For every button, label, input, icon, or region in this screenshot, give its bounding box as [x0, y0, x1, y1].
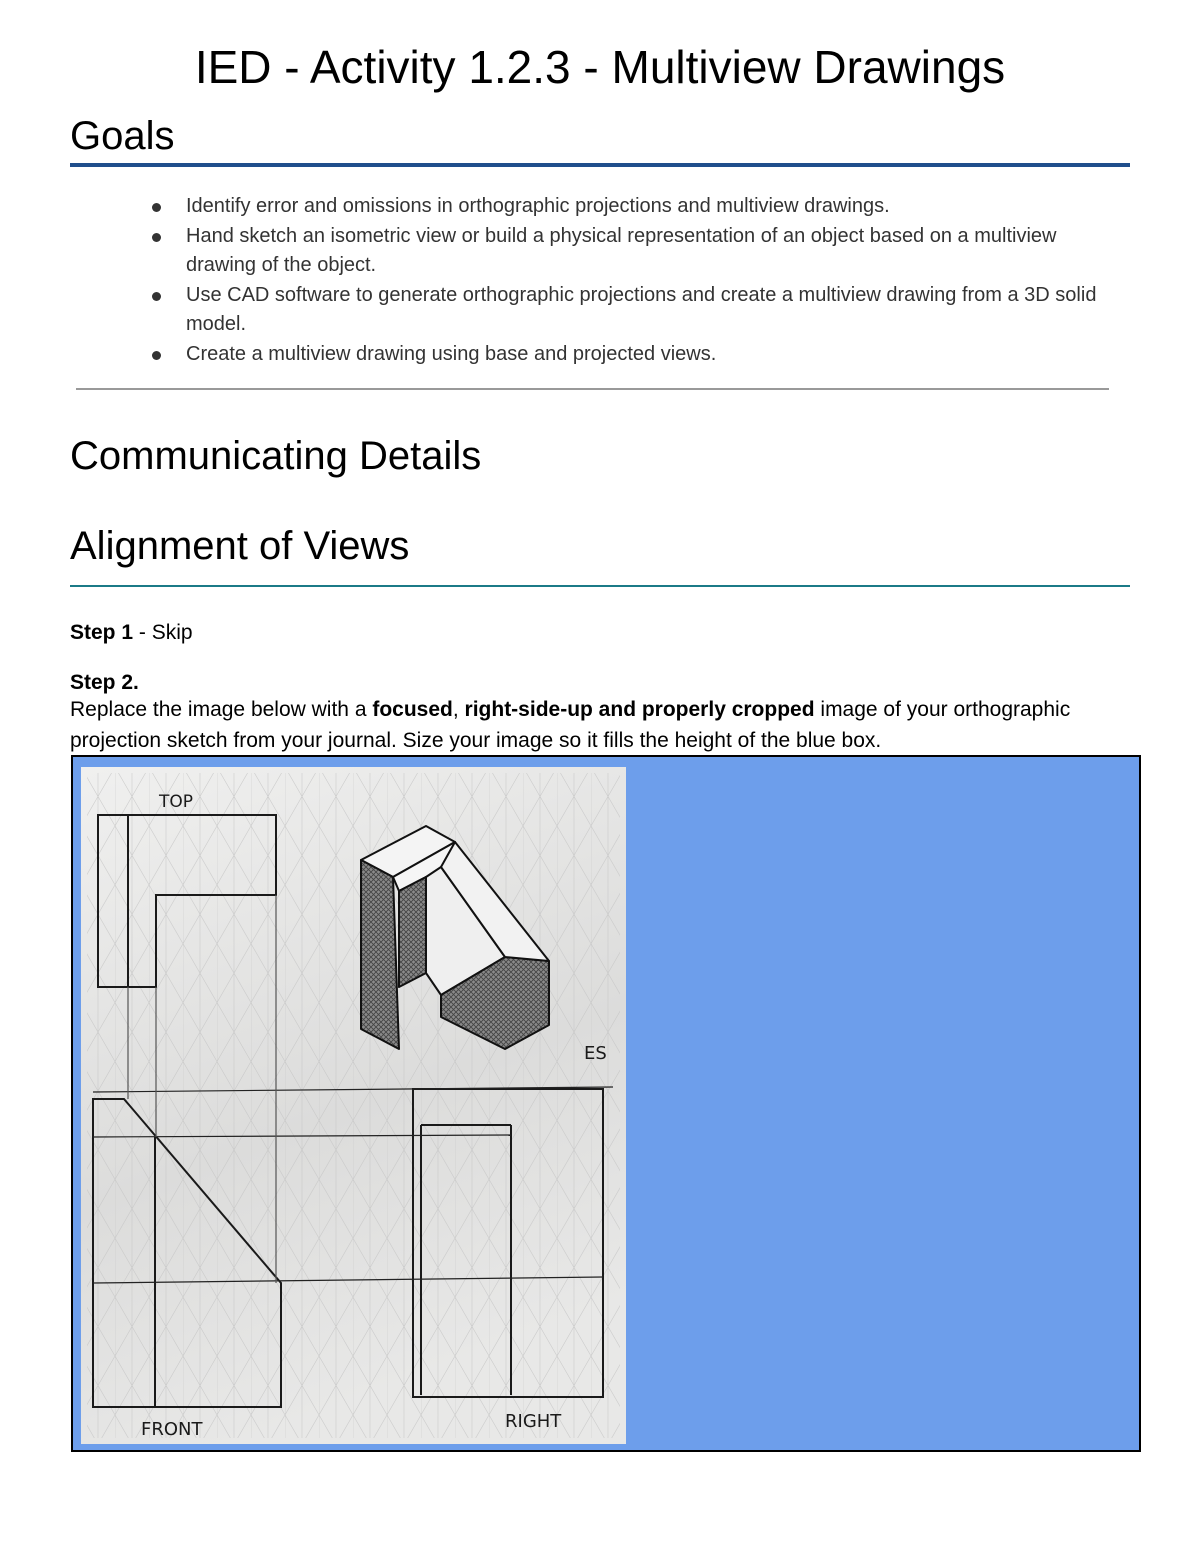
sketch-image [81, 767, 626, 1444]
alignment-heading: Alignment of Views [70, 524, 410, 568]
step-2-instructions: Replace the image below with a focused, right-side-up and properly cropped image of your orthographic projection sketch from your journal. Size your image so it fills the height of the blue box. [70, 698, 1071, 752]
goal-item: Hand sketch an isometric view or build a physical representation of an object based on a multiview drawing of the object. [152, 222, 1112, 281]
step-1 [70, 618, 193, 648]
step-1-text: - Skip [133, 621, 193, 644]
step-2-label: Step 2. [70, 671, 139, 694]
step-1-label: Step 1 [70, 621, 134, 644]
goals-list [152, 192, 1112, 370]
goal-item: Create a multiview drawing using base and projected views. [152, 340, 1112, 370]
sketch-label-top: TOP [159, 792, 194, 812]
goals-rule [70, 163, 1130, 167]
alignment-rule [70, 585, 1130, 587]
page-title: IED - Activity 1.2.3 - Multiview Drawings [194, 41, 1006, 93]
sketch-label-front: FRONT [141, 1419, 203, 1440]
communicating-details-heading: Communicating Details [70, 434, 482, 478]
section-divider [76, 388, 1109, 390]
goal-item: Use CAD software to generate orthographic projections and create a multiview drawing from a 3D solid model. [152, 281, 1112, 340]
goals-heading: Goals [70, 114, 175, 158]
sketch-initials: ES [584, 1043, 607, 1064]
sketch-label-right: RIGHT [505, 1411, 562, 1432]
goal-item: Identify error and omissions in orthographic projections and multiview drawings. [152, 192, 1112, 222]
